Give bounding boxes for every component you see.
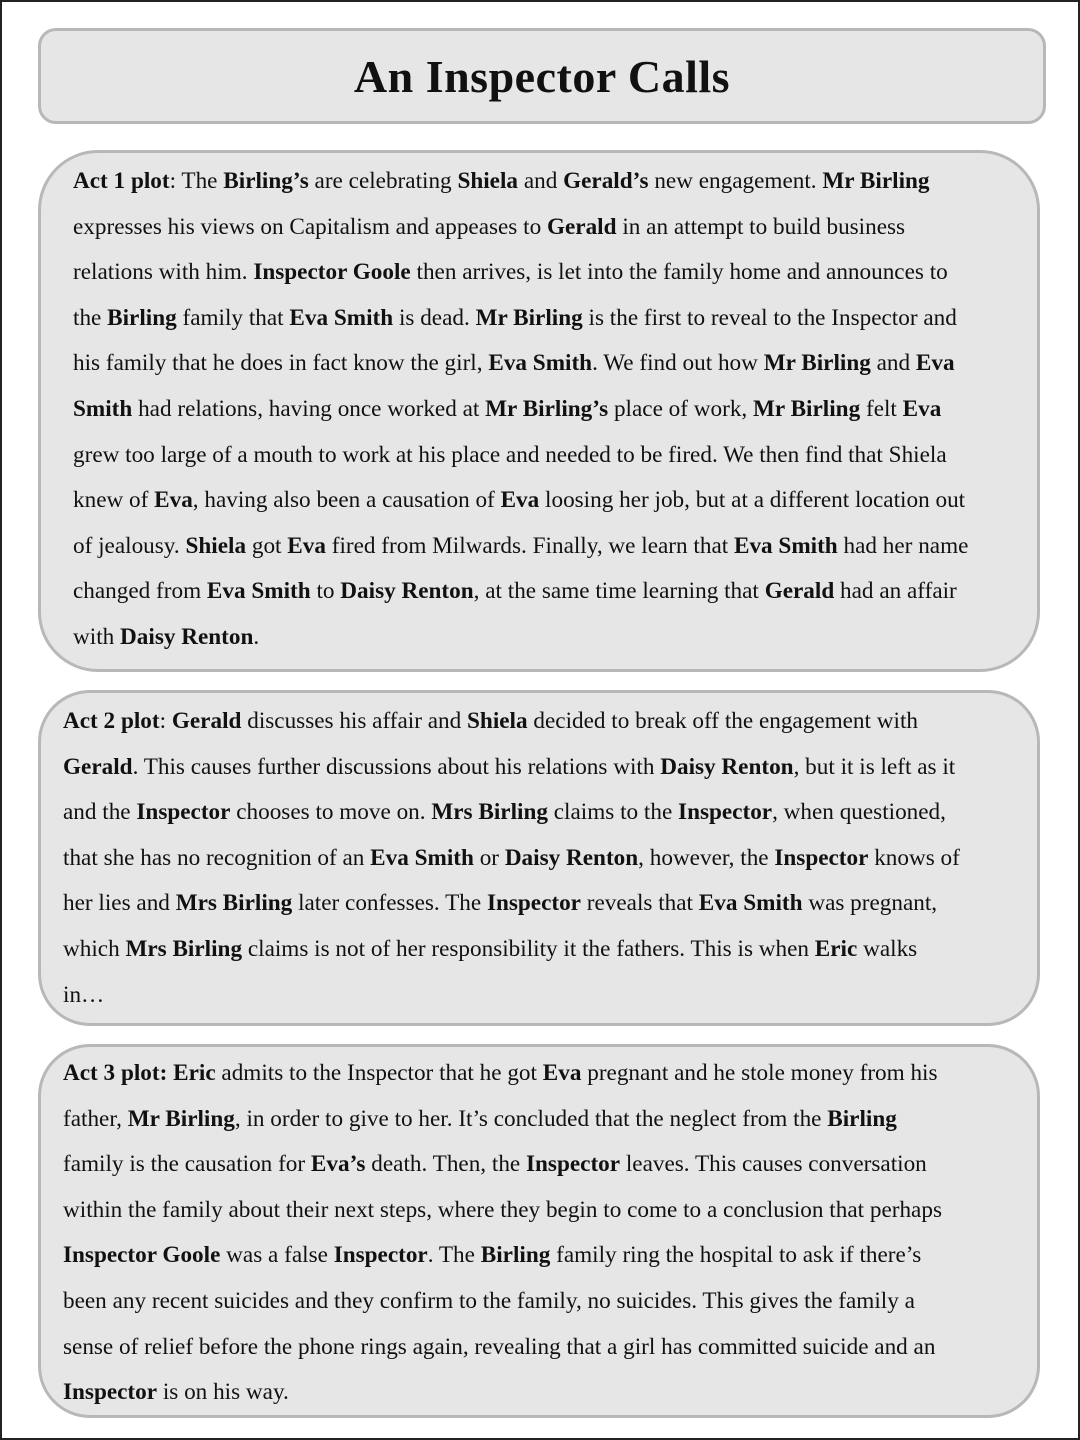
- text-run: , in order to give to her. It’s concluded that the neglect from the: [234, 1105, 828, 1132]
- text-run: family is the causation for: [63, 1151, 311, 1178]
- act-3-plot-box: [38, 1044, 1040, 1418]
- text-run: grew too large of a mouth to work at his place and needed to be fired. We then find that Shiela: [73, 441, 947, 468]
- text-run: then arrives, is let into the family home and announces to: [410, 259, 948, 286]
- text-line: [63, 1188, 1033, 1234]
- text-run: changed from: [73, 578, 207, 605]
- text-run: , at the same time learning that: [473, 578, 765, 605]
- text-run: . We find out how: [592, 350, 764, 377]
- text-run: her lies and: [63, 890, 176, 917]
- bold-text-run: Eric: [814, 935, 858, 962]
- text-line: [63, 1097, 1033, 1143]
- text-run: and the: [63, 799, 137, 826]
- text-line: [73, 387, 1033, 433]
- title-box: [38, 28, 1046, 124]
- bold-text-run: Daisy Renton: [660, 753, 794, 780]
- text-line: [63, 927, 1033, 973]
- text-run: is the first to reveal to the Inspector and: [582, 304, 957, 331]
- text-line: [73, 569, 1033, 615]
- bold-text-run: Eva Smith: [370, 844, 474, 871]
- text-run: :: [159, 708, 172, 734]
- bold-text-run: Mr Birling: [753, 395, 861, 422]
- text-run: is dead.: [393, 304, 476, 331]
- text-run: his family that he does in fact know the girl,: [73, 350, 489, 377]
- bold-text-run: Mr Birling: [127, 1105, 235, 1132]
- bold-text-run: Smith: [73, 395, 133, 422]
- bold-text-run: Inspector: [774, 844, 869, 871]
- text-line: [73, 433, 1033, 479]
- text-run: in an attempt to build business: [616, 213, 906, 240]
- bold-text-run: Daisy Renton: [120, 623, 254, 650]
- page-title: An Inspector Calls: [353, 50, 731, 102]
- text-line: [63, 1233, 1033, 1279]
- text-run: or: [473, 844, 505, 871]
- text-run: to: [310, 578, 341, 605]
- bold-text-run: Eric: [173, 1060, 216, 1086]
- text-run: and: [870, 350, 916, 377]
- bold-text-run: Gerald: [171, 708, 242, 734]
- bold-text-run: Birling’s: [223, 168, 309, 194]
- bold-text-run: Mrs Birling: [125, 935, 243, 962]
- bold-text-run: Inspector: [486, 890, 581, 917]
- bold-text-run: Mr Birling’s: [485, 395, 609, 422]
- bold-text-run: Mrs Birling: [175, 890, 293, 917]
- text-run: , however, the: [638, 844, 775, 871]
- text-run: claims to the: [547, 799, 679, 826]
- text-run: had her name: [837, 532, 969, 559]
- text-run: new engagement.: [648, 168, 823, 194]
- text-run: in…: [63, 981, 105, 1008]
- text-run: family that: [176, 304, 290, 331]
- text-run: was a false: [220, 1242, 334, 1269]
- bold-text-run: Birling: [107, 304, 177, 331]
- bold-text-run: Inspector: [678, 799, 773, 826]
- act-2-plot-box: [38, 690, 1040, 1026]
- text-run: was pregnant,: [802, 890, 938, 917]
- text-line: [73, 159, 1033, 205]
- text-line: [63, 836, 1033, 882]
- bold-text-run: Mrs Birling: [431, 799, 548, 826]
- bold-text-run: Shiela: [467, 708, 528, 734]
- text-line: [63, 745, 1033, 791]
- text-run: , but it is left as it: [793, 753, 956, 780]
- text-run: : The: [169, 168, 224, 194]
- bold-text-run: Gerald’s: [563, 168, 649, 194]
- bold-text-run: Gerald: [63, 753, 133, 780]
- text-run: and: [518, 168, 564, 194]
- text-line: [63, 1279, 1033, 1325]
- bold-text-run: Eva Smith: [488, 350, 593, 377]
- bold-text-run: Inspector: [136, 799, 231, 826]
- text-run: claims is not of her responsibility it the fathers. This is when: [242, 935, 815, 962]
- text-line: [63, 790, 1033, 836]
- text-run: of jealousy.: [73, 532, 186, 559]
- text-run: felt: [860, 395, 903, 422]
- text-run: fired from Milwards. Finally, we learn that: [325, 532, 734, 559]
- act-3-plot-text: [63, 1051, 1033, 1416]
- text-run: reveals that: [580, 890, 699, 917]
- text-run: place of work,: [608, 395, 754, 422]
- text-run: expresses his views on Capitalism and appeases to: [73, 213, 547, 240]
- text-run: discusses his affair and: [241, 708, 468, 734]
- text-run: relations with him.: [73, 259, 254, 286]
- act-1-plot-text: [73, 159, 1033, 661]
- text-line: [63, 1325, 1033, 1371]
- text-line: [63, 973, 1033, 1019]
- bold-text-run: Inspector Goole: [63, 1242, 221, 1269]
- text-run: had relations, having once worked at: [132, 395, 486, 422]
- text-run: . The: [427, 1242, 481, 1269]
- text-line: [63, 1051, 1033, 1097]
- text-run: loosing her job, but at a different location out: [539, 487, 966, 514]
- bold-text-run: Inspector: [526, 1151, 621, 1178]
- bold-text-run: Eva: [154, 487, 193, 514]
- bold-text-run: Daisy Renton: [504, 844, 639, 871]
- text-run: within the family about their next steps, where they begin to come to a conclusion that perhaps: [63, 1196, 942, 1223]
- text-run: walks: [857, 935, 918, 962]
- text-run: sense of relief before the phone rings again, revealing that a girl has committed suicide and an: [63, 1333, 936, 1360]
- bold-text-run: Eva: [500, 487, 540, 514]
- bold-text-run: Gerald: [764, 578, 835, 605]
- text-run: had an affair: [834, 578, 957, 605]
- bold-text-run: Eva: [287, 532, 326, 559]
- text-line: [63, 1370, 1033, 1416]
- text-run: , when questioned,: [772, 799, 946, 826]
- bold-text-run: Act 1 plot: [73, 168, 170, 194]
- bold-text-run: Eva Smith: [206, 578, 311, 605]
- bold-text-run: Eva’s: [310, 1151, 366, 1178]
- bold-text-run: Gerald: [546, 213, 617, 240]
- bold-text-run: Eva: [915, 350, 955, 377]
- bold-text-run: Eva Smith: [289, 304, 394, 331]
- bold-text-run: Inspector: [333, 1242, 428, 1269]
- text-run: family ring the hospital to ask if there’s: [550, 1242, 922, 1269]
- text-run: , having also been a causation of: [192, 487, 501, 514]
- text-line: [63, 881, 1033, 927]
- text-line: [63, 1142, 1033, 1188]
- text-run: father,: [63, 1105, 128, 1132]
- bold-text-run: Mr Birling: [763, 350, 871, 377]
- text-run: chooses to move on.: [230, 799, 432, 826]
- text-line: [73, 341, 1033, 387]
- text-line: [73, 615, 1033, 661]
- bold-text-run: Mr Birling: [822, 168, 930, 194]
- bold-text-run: Daisy Renton: [340, 578, 474, 605]
- text-run: . This causes further discussions about his relations with: [132, 753, 661, 780]
- text-run: with: [73, 623, 121, 650]
- text-run: the: [73, 304, 108, 331]
- text-run: later confesses. The: [292, 890, 487, 917]
- text-run: pregnant and he stole money from his: [581, 1060, 938, 1086]
- text-run: admits to the Inspector that he got: [215, 1060, 543, 1086]
- bold-text-run: Eva Smith: [698, 890, 803, 917]
- text-run: that she has no recognition of an: [63, 844, 371, 871]
- bold-text-run: Inspector Goole: [253, 259, 411, 286]
- text-run: death. Then, the: [365, 1151, 527, 1178]
- text-run: knows of: [868, 844, 960, 871]
- act-2-plot-text: [63, 699, 1033, 1018]
- text-run: been any recent suicides and they confirm to the family, no suicides. This gives the family a: [63, 1287, 915, 1314]
- text-run: are celebrating: [308, 168, 458, 194]
- text-line: [73, 478, 1033, 524]
- text-line: [73, 524, 1033, 570]
- text-run: .: [253, 623, 260, 650]
- bold-text-run: Inspector: [63, 1379, 158, 1406]
- bold-text-run: Shiela: [457, 168, 519, 194]
- bold-text-run: Shiela: [185, 532, 247, 559]
- text-run: is on his way.: [157, 1379, 289, 1406]
- act-1-plot-box: [38, 150, 1040, 672]
- text-line: [73, 296, 1033, 342]
- text-line: [63, 699, 1033, 745]
- text-run: leaves. This causes conversation: [620, 1151, 927, 1178]
- bold-text-run: Act 2 plot: [63, 708, 160, 734]
- text-line: [73, 205, 1033, 251]
- bold-text-run: Mr Birling: [475, 304, 583, 331]
- text-run: got: [246, 532, 288, 559]
- bold-text-run: Act 3 plot:: [63, 1060, 168, 1086]
- bold-text-run: Birling: [827, 1105, 897, 1132]
- text-run: decided to break off the engagement with: [527, 708, 918, 734]
- bold-text-run: Eva Smith: [733, 532, 838, 559]
- bold-text-run: Birling: [480, 1242, 551, 1269]
- bold-text-run: Eva: [902, 395, 942, 422]
- bold-text-run: Eva: [542, 1060, 582, 1086]
- text-line: [73, 250, 1033, 296]
- text-run: knew of: [73, 487, 155, 514]
- text-run: which: [63, 935, 126, 962]
